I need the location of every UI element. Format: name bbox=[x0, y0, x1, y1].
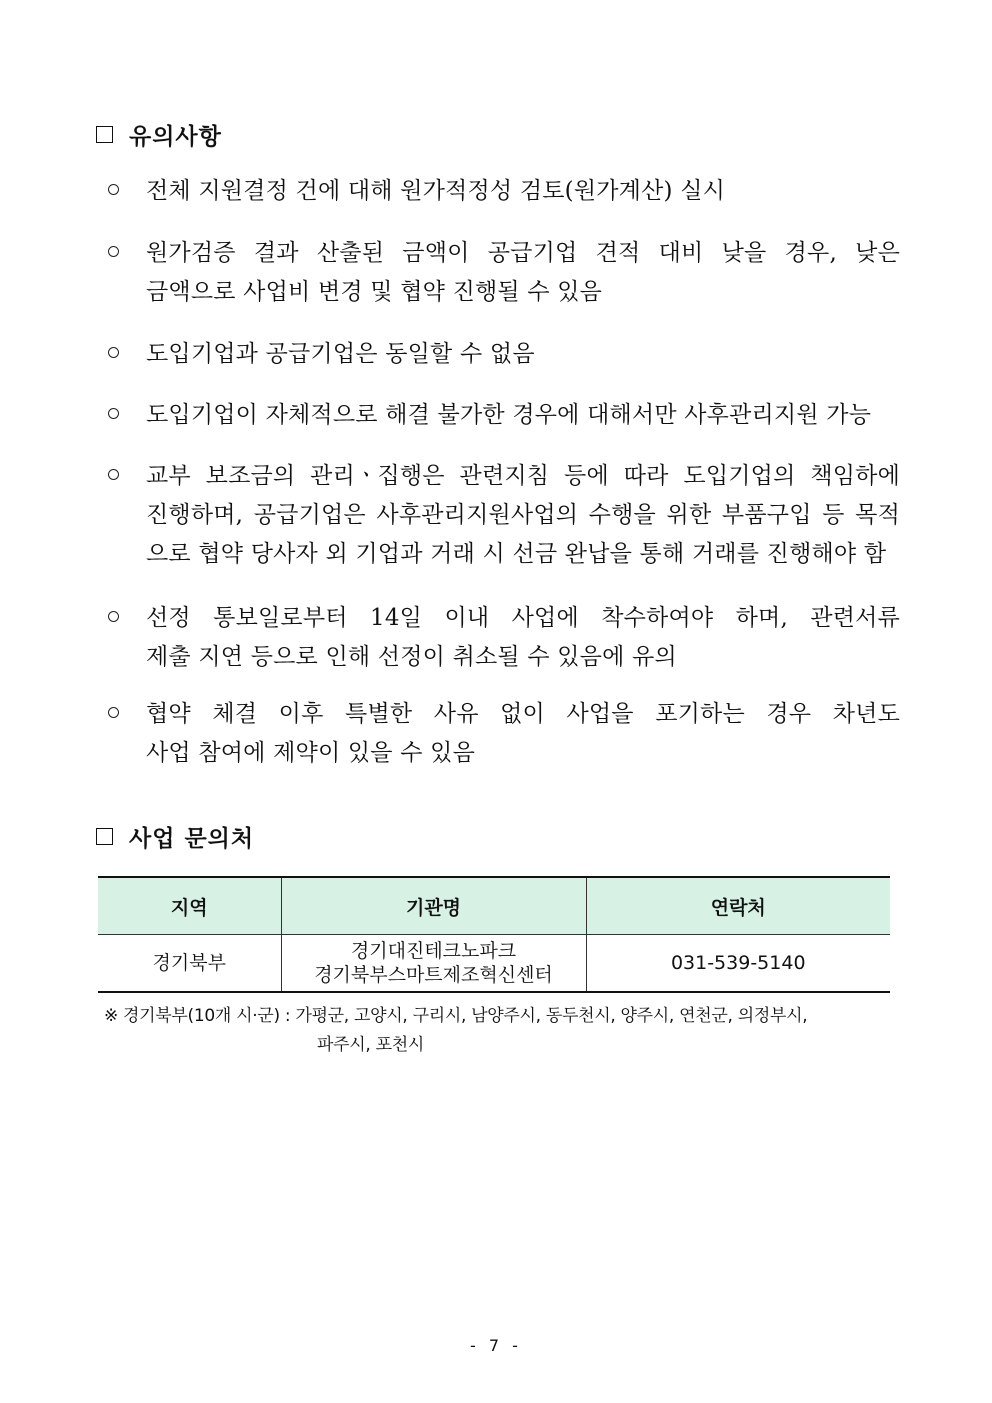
footnote-line-1: ※ 경기북부(10개 시·군) : 가평군, 고양시, 구리시, 남양주시, 동두천시, 양주시, 연천군, 의정부시, bbox=[104, 1006, 808, 1026]
circle-bullet-icon bbox=[108, 246, 119, 257]
list-item bbox=[108, 234, 900, 312]
checkbox-square-icon bbox=[96, 828, 113, 845]
circle-bullet-icon bbox=[108, 184, 119, 195]
section-title: 사업 문의처 bbox=[129, 826, 255, 852]
cell-phone: 031-539-5140 bbox=[586, 935, 890, 993]
item-line: 제출 지연 등으로 인해 선정이 취소될 수 있음에 유의 bbox=[146, 644, 677, 670]
section-heading-contact bbox=[96, 820, 254, 853]
list-item bbox=[108, 396, 900, 435]
table-header-row bbox=[98, 877, 890, 935]
item-line: 도입기업과 공급기업은 동일할 수 없음 bbox=[146, 341, 535, 367]
footnote-line-2: 파주시, 포천시 bbox=[317, 1035, 424, 1055]
circle-bullet-icon bbox=[108, 611, 119, 622]
item-line: 교부 보조금의 관리ㆍ집행은 관련지침 등에 따라 도입기업의 책임하에 bbox=[146, 463, 900, 489]
organization-name-1: 경기대진테크노파크 bbox=[350, 940, 517, 962]
list-item bbox=[108, 599, 900, 677]
item-line: 금액으로 사업비 변경 및 협약 진행될 수 있음 bbox=[146, 279, 603, 305]
item-line: 협약 체결 이후 특별한 사유 없이 사업을 포기하는 경우 차년도 bbox=[146, 701, 900, 727]
circle-bullet-icon bbox=[108, 469, 119, 480]
organization-name-2: 경기북부스마트제조혁신센터 bbox=[314, 964, 553, 986]
contact-table bbox=[98, 876, 890, 993]
list-item bbox=[108, 457, 900, 574]
item-line: 선정 통보일로부터 14일 이내 사업에 착수하여야 하며, 관련서류 bbox=[146, 605, 900, 631]
footnote bbox=[104, 1002, 904, 1060]
column-header-region: 지역 bbox=[98, 877, 281, 935]
circle-bullet-icon bbox=[108, 408, 119, 419]
list-item bbox=[108, 695, 900, 773]
list-item bbox=[108, 172, 900, 211]
item-line: 원가검증 결과 산출된 금액이 공급기업 견적 대비 낮을 경우, 낮은 bbox=[146, 240, 900, 266]
column-header-organization: 기관명 bbox=[281, 877, 586, 935]
list-item bbox=[108, 335, 900, 374]
table-row bbox=[98, 935, 890, 993]
cell-organization bbox=[281, 935, 586, 993]
circle-bullet-icon bbox=[108, 347, 119, 358]
section-title: 유의사항 bbox=[129, 124, 222, 150]
item-line: 으로 협약 당사자 외 기업과 거래 시 선금 완납을 통해 거래를 진행해야 함 bbox=[146, 541, 887, 567]
item-line: 사업 참여에 제약이 있을 수 있음 bbox=[146, 740, 475, 766]
column-header-contact: 연락처 bbox=[586, 877, 890, 935]
circle-bullet-icon bbox=[108, 707, 119, 718]
item-line: 전체 지원결정 건에 대해 원가적정성 검토(원가계산) 실시 bbox=[146, 178, 726, 204]
cell-region: 경기북부 bbox=[98, 935, 281, 993]
page-number: - 7 - bbox=[470, 1336, 522, 1355]
checkbox-square-icon bbox=[96, 126, 113, 143]
section-heading-notices bbox=[96, 118, 222, 151]
item-line: 도입기업이 자체적으로 해결 불가한 경우에 대해서만 사후관리지원 가능 bbox=[146, 402, 872, 428]
item-line: 진행하며, 공급기업은 사후관리지원사업의 수행을 위한 부품구입 등 목적 bbox=[146, 502, 900, 528]
